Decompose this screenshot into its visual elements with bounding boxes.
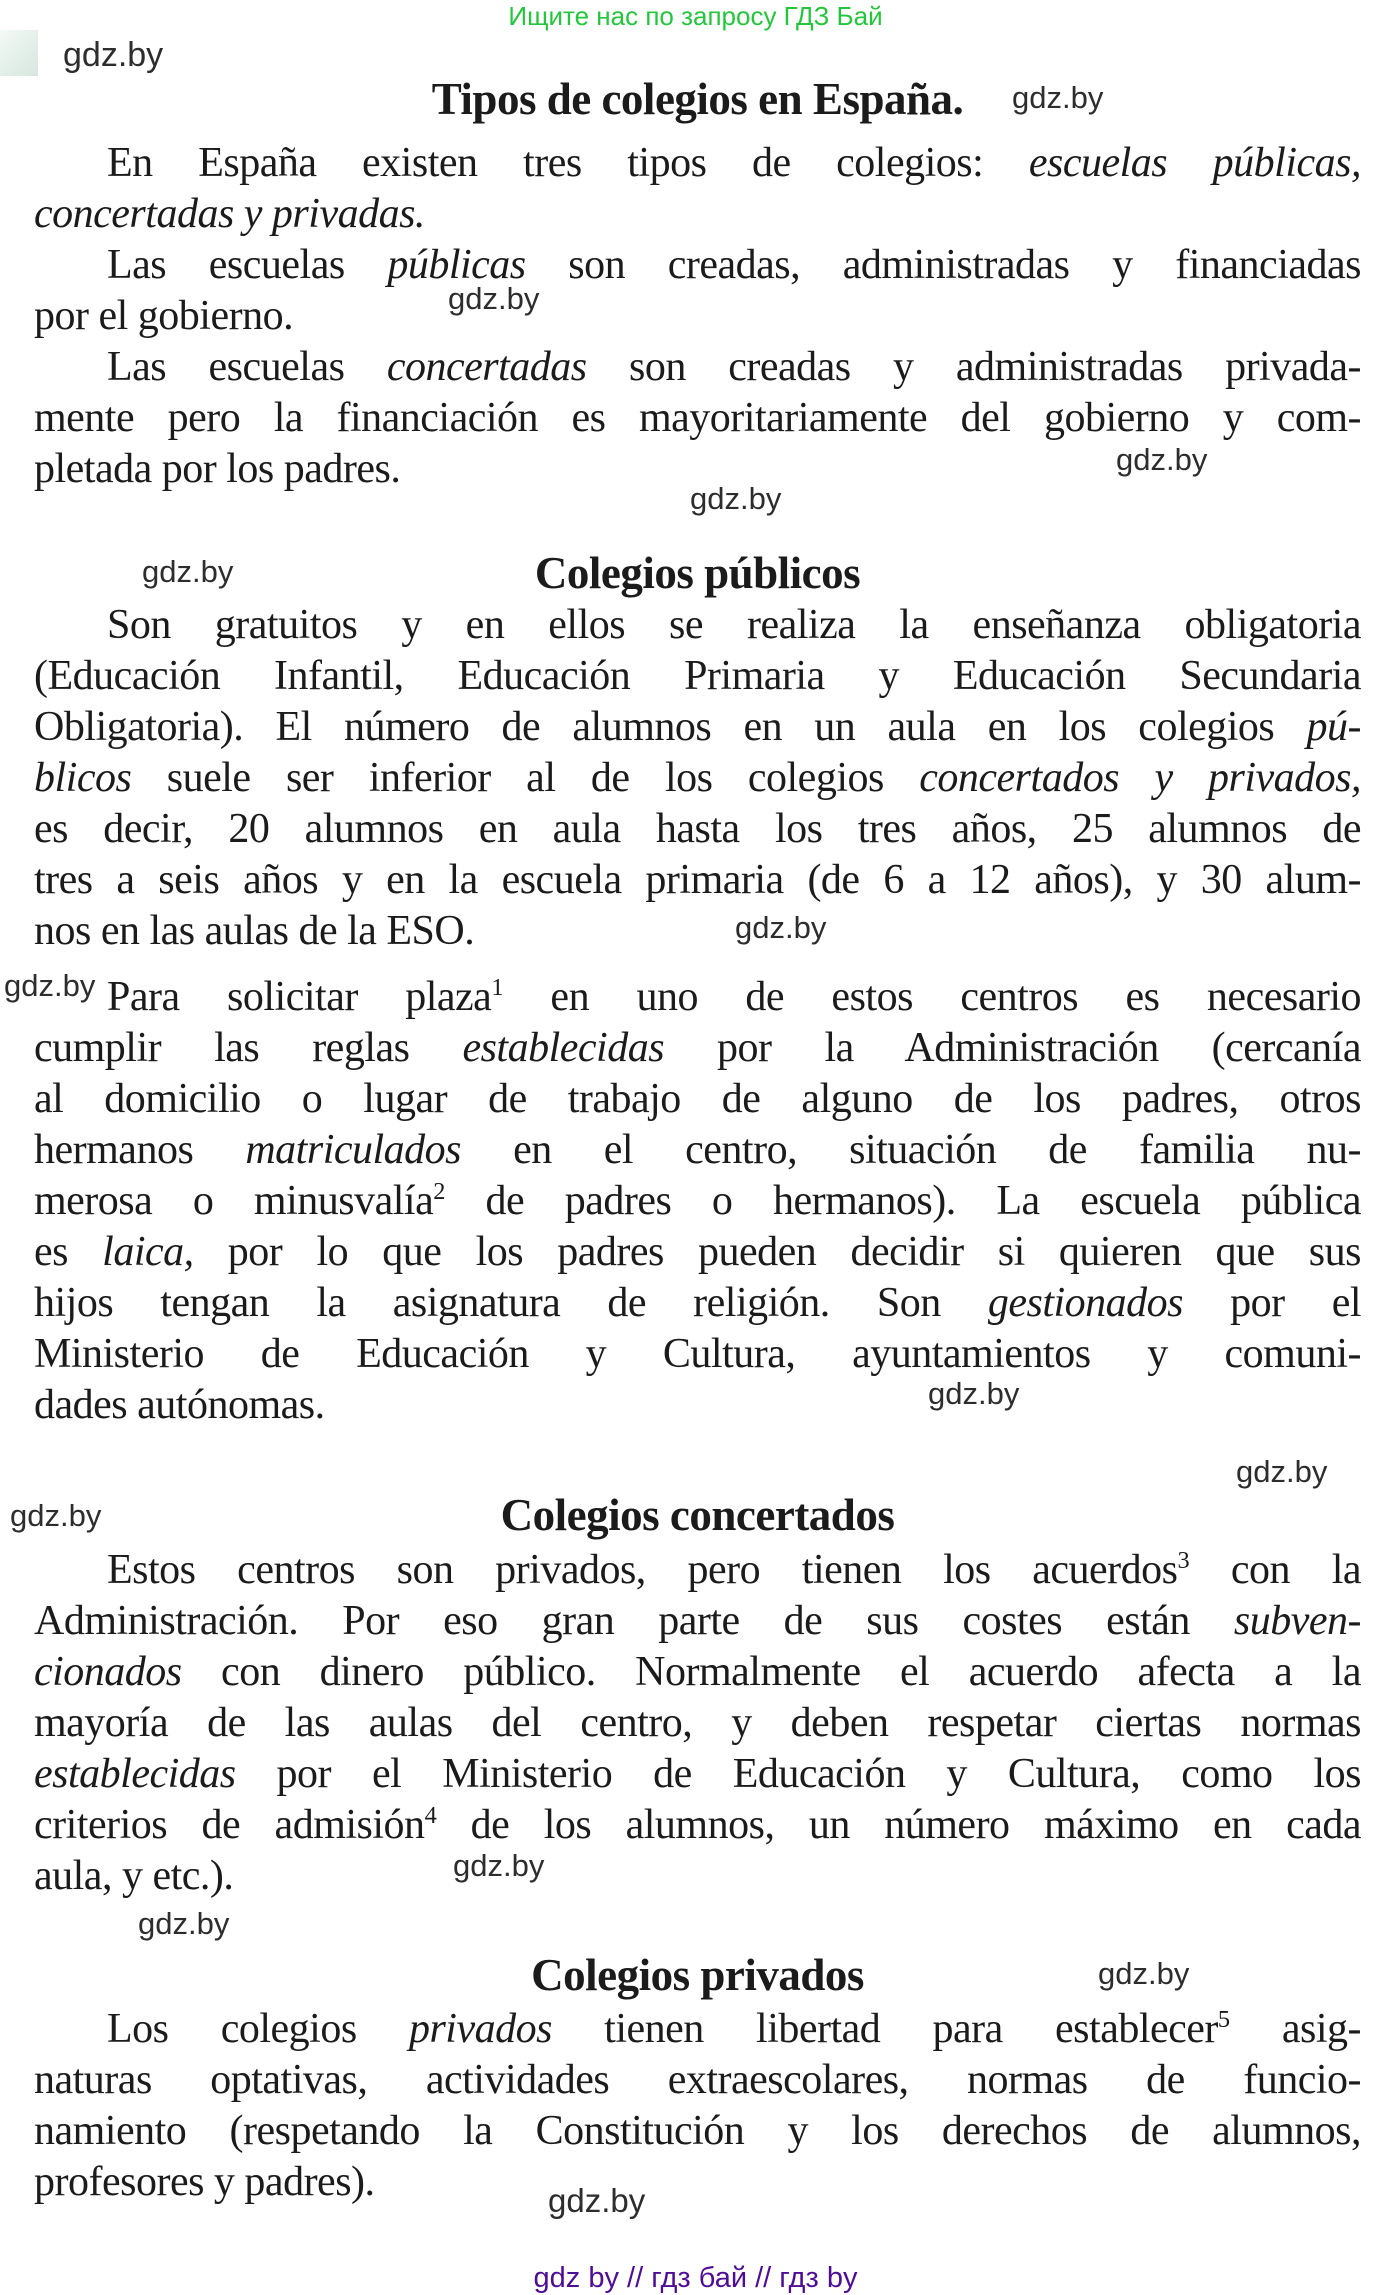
text-segment: con dinero público. Normalmente el acuerdo afecta a la	[181, 1649, 1361, 1695]
text-segment: en el centro, situación de familia nu-	[461, 1127, 1361, 1173]
text-segment: escuelas públicas,	[1028, 140, 1361, 186]
text-line	[34, 1329, 1361, 1380]
gdz-watermark: gdz.by	[735, 910, 827, 945]
text-segment: Para solicitar plaza	[107, 974, 492, 1020]
text-segment: asig-	[1229, 2006, 1361, 2052]
text-segment: Tipos de colegios en España.	[431, 74, 964, 124]
text-segment: dades autónomas.	[34, 1382, 325, 1428]
text-segment: profesores y padres).	[34, 2159, 375, 2205]
gdz-watermark: gdz.by	[10, 1498, 102, 1533]
gdz-watermark: gdz.by	[63, 36, 164, 74]
text-segment: por el	[1183, 1280, 1361, 1326]
text-line	[34, 804, 1361, 855]
text-segment: concertados y privados,	[919, 755, 1361, 801]
footnote-marker: 1	[491, 974, 504, 1001]
text-line	[34, 855, 1361, 906]
text-segment: Ministerio de Educación y Cultura, ayuntamientos y comuni-	[34, 1331, 1361, 1377]
text-segment: Colegios privados	[531, 1950, 864, 2000]
text-segment: matriculados	[245, 1127, 462, 1173]
text-segment: En España existen tres tipos de colegios:	[107, 140, 1029, 186]
footnote-marker: 3	[1177, 1547, 1190, 1574]
text-line	[34, 393, 1361, 444]
text-line	[34, 1176, 1361, 1227]
text-segment: Administración. Por eso gran parte de sus costes están	[34, 1598, 1234, 1644]
text-segment: tres a seis años y en la escuela primaria (de 6 a 12 años), y 30 alum-	[34, 857, 1361, 903]
gdz-watermark: gdz.by	[1116, 442, 1208, 477]
text-line	[34, 1950, 1361, 2001]
text-line	[34, 1647, 1361, 1698]
text-line	[34, 1376, 1361, 1431]
text-line	[34, 1698, 1361, 1749]
text-segment: por la Administración (cercanía	[664, 1025, 1361, 1071]
gdz-watermark: gdz.by	[453, 1848, 545, 1883]
text-line	[34, 972, 1361, 1023]
footnote-marker: 5	[1217, 2006, 1230, 2033]
text-segment: (Educación Infantil, Educación Primaria y Educación Secundaria	[34, 653, 1361, 699]
text-line	[34, 651, 1361, 702]
text-line	[34, 1490, 1361, 1541]
text-line	[34, 1023, 1361, 1074]
text-line	[34, 189, 1361, 240]
text-segment: concertadas	[386, 344, 587, 390]
paragraph	[34, 1545, 1361, 1902]
text-segment: cionados	[34, 1649, 182, 1695]
text-line	[34, 2004, 1361, 2055]
text-segment: privados	[408, 2006, 552, 2052]
text-segment: de los alumnos, un número máximo en cada	[436, 1802, 1361, 1848]
gdz-watermark: gdz.by	[1012, 80, 1104, 115]
gdz-watermark: gdz.by	[548, 2182, 646, 2219]
text-segment: establecidas	[34, 1751, 236, 1797]
text-segment: en uno de estos centros es necesario	[503, 974, 1361, 1020]
text-line	[34, 600, 1361, 651]
text-segment: cumplir las reglas	[34, 1025, 463, 1071]
text-line	[34, 906, 1361, 957]
text-segment: son creadas, administradas y financiadas	[525, 242, 1361, 288]
text-line	[34, 753, 1361, 804]
paragraph	[34, 138, 1361, 240]
text-segment: gestionados	[987, 1280, 1184, 1326]
gdz-watermark: gdz.by	[1098, 1956, 1190, 1991]
text-line	[34, 1227, 1361, 1278]
text-segment: Los colegios	[107, 2006, 409, 2052]
text-line	[34, 138, 1361, 189]
footnote-marker: 2	[433, 1178, 445, 1205]
text-segment: Las escuelas	[107, 242, 388, 288]
paragraph	[34, 600, 1361, 957]
paragraph	[34, 240, 1361, 342]
text-line	[34, 1074, 1361, 1125]
gdz-watermark: gdz.by	[928, 1376, 1020, 1411]
heading	[34, 548, 1361, 599]
text-segment: por lo que los padres pueden decidir si quieren que sus	[193, 1229, 1361, 1275]
gdz-watermark: gdz.by	[448, 281, 540, 316]
heading	[34, 1950, 1361, 2001]
text-segment: mayoría de las aulas del centro, y deben respetar ciertas normas	[34, 1700, 1361, 1746]
text-line	[34, 342, 1361, 393]
text-line	[34, 2106, 1361, 2157]
text-segment: Obligatoria). El número de alumnos en un aula en los colegios	[34, 704, 1307, 750]
text-segment: subven-	[1233, 1598, 1361, 1644]
paragraph	[34, 972, 1361, 1431]
text-line	[34, 1749, 1361, 1800]
corner-highlight-square	[0, 30, 38, 76]
text-segment: namiento (respetando la Constitución y los derechos de alumnos,	[34, 2108, 1361, 2154]
footnote-marker: 4	[424, 1802, 437, 1829]
heading	[34, 1490, 1361, 1541]
gdz-watermark: gdz.by	[4, 968, 96, 1003]
text-line	[34, 2157, 1361, 2208]
text-segment: públicas	[387, 242, 526, 288]
gdz-watermark: gdz.by	[138, 1906, 230, 1941]
text-line	[34, 1545, 1361, 1596]
text-segment: mente pero la financiación es mayoritariamente del gobierno y com-	[34, 395, 1361, 441]
text-line	[34, 444, 1361, 495]
text-line	[34, 240, 1361, 291]
text-line	[34, 2055, 1361, 2106]
paragraph	[34, 2004, 1361, 2208]
text-line	[34, 1278, 1361, 1329]
text-segment: por el gobierno.	[34, 293, 294, 339]
text-segment: hermanos	[34, 1127, 246, 1173]
title	[34, 74, 1361, 125]
text-segment: blicos	[34, 755, 132, 801]
text-segment: Estos centros son privados, pero tienen los acuerdos	[107, 1547, 1178, 1593]
text-line	[34, 702, 1361, 753]
text-line	[34, 1800, 1361, 1851]
text-segment: Colegios públicos	[534, 548, 861, 598]
text-segment: son creadas y administradas privada-	[586, 344, 1361, 390]
text-segment: merosa o minusvalía	[34, 1178, 434, 1224]
text-line	[34, 1125, 1361, 1176]
text-segment: Colegios concertados	[500, 1490, 895, 1540]
text-segment: naturas optativas, actividades extraescolares, normas de funcio-	[34, 2057, 1361, 2103]
text-line	[34, 548, 1361, 599]
text-segment: es	[34, 1229, 103, 1275]
footer-text: gdz by // гдз бай // гдз by	[533, 2262, 858, 2294]
text-segment: nos en las aulas de la ESO.	[34, 908, 475, 954]
text-segment: por el Ministerio de Educación y Cultura, como los	[235, 1751, 1361, 1797]
gdz-watermark: gdz.by	[142, 554, 234, 589]
text-line	[34, 1848, 1361, 1902]
text-line	[34, 74, 1361, 125]
text-segment: Las escuelas	[107, 344, 387, 390]
text-line	[34, 291, 1361, 342]
text-segment: es decir, 20 alumnos en aula hasta los tres años, 25 alumnos de	[34, 806, 1361, 852]
paragraph	[34, 342, 1361, 495]
gdz-watermark: gdz.by	[690, 481, 782, 516]
top-search-hint: Ищите нас по запросу ГДЗ Бай	[508, 1, 883, 31]
text-segment: criterios de admisión	[34, 1802, 425, 1848]
text-segment: Son gratuitos y en ellos se realiza la enseñanza obligatoria	[107, 602, 1361, 648]
text-segment: laica,	[102, 1229, 194, 1275]
text-line	[34, 1596, 1361, 1647]
text-segment: al domicilio o lugar de trabajo de alguno de los padres, otros	[34, 1076, 1361, 1122]
gdz-watermark: gdz.by	[1236, 1454, 1328, 1489]
text-segment: suele ser inferior al de los colegios	[131, 755, 920, 801]
text-segment: establecidas	[462, 1025, 665, 1071]
text-segment: pú-	[1306, 704, 1361, 750]
text-segment: de padres o hermanos). La escuela pública	[444, 1178, 1361, 1224]
text-segment: concertadas y privadas.	[34, 191, 425, 237]
text-segment: pletada por los padres.	[34, 446, 401, 492]
text-segment: aula, y etc.).	[34, 1853, 234, 1899]
text-segment: tienen libertad para establecer	[551, 2006, 1218, 2052]
text-segment: con la	[1189, 1547, 1361, 1593]
text-segment: hijos tengan la asignatura de religión. Son	[34, 1280, 988, 1326]
